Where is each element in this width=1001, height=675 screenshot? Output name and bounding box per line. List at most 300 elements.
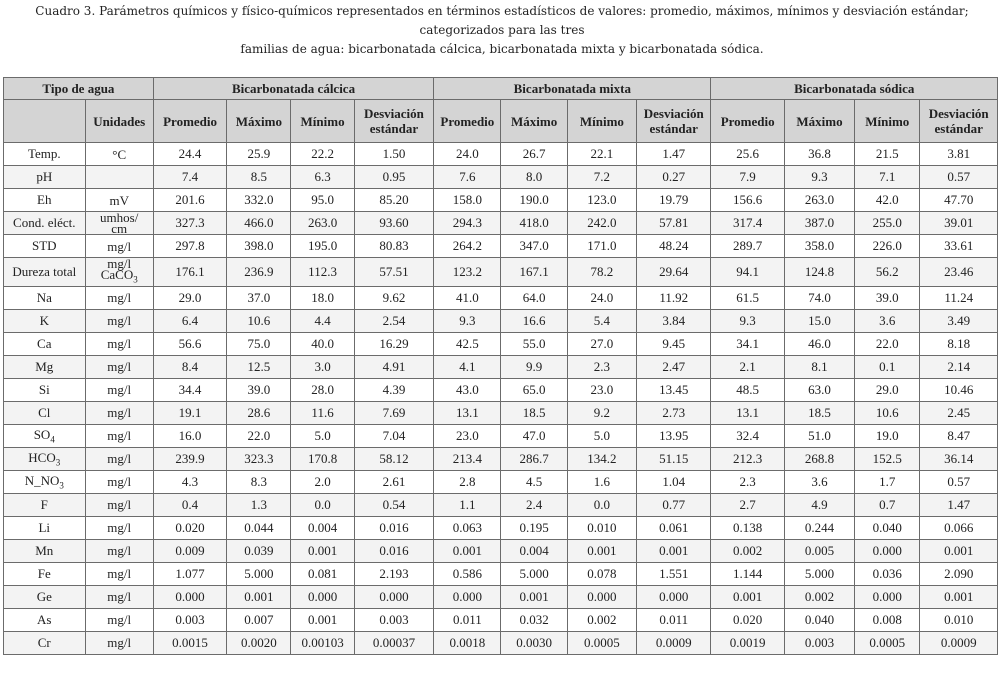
- value-cell: 0.0030: [501, 631, 567, 654]
- value-cell: 32.4: [711, 424, 784, 447]
- table-row: [4, 516, 998, 539]
- value-cell: 167.1: [501, 258, 567, 287]
- table-row: [4, 424, 998, 447]
- value-cell: 0.005: [784, 539, 854, 562]
- value-cell: 56.2: [855, 258, 920, 287]
- unit-cell: mg/l: [85, 447, 153, 470]
- unit-cell: mg/l: [85, 539, 153, 562]
- value-cell: 8.0: [501, 166, 567, 189]
- value-cell: 2.73: [637, 401, 711, 424]
- value-cell: 263.0: [291, 212, 354, 235]
- value-cell: 289.7: [711, 235, 784, 258]
- value-cell: 26.7: [501, 143, 567, 166]
- value-cell: 2.0: [291, 470, 354, 493]
- value-cell: 22.0: [227, 424, 291, 447]
- header-stat: Mínimo: [291, 100, 354, 143]
- param-cell: Cr: [4, 631, 86, 654]
- value-cell: 9.62: [354, 286, 434, 309]
- value-cell: 75.0: [227, 332, 291, 355]
- value-cell: 74.0: [784, 286, 854, 309]
- value-cell: 5.0: [291, 424, 354, 447]
- value-cell: 0.078: [567, 562, 636, 585]
- value-cell: 1.144: [711, 562, 784, 585]
- unit-cell: mg/l CaCO$_3$: [85, 258, 153, 287]
- param-cell: Cond. eléct.: [4, 212, 86, 235]
- value-cell: 9.2: [567, 401, 636, 424]
- value-cell: 3.49: [920, 309, 998, 332]
- unit-cell: mg/l: [85, 585, 153, 608]
- value-cell: 2.7: [711, 493, 784, 516]
- value-cell: 10.6: [855, 401, 920, 424]
- value-cell: 23.0: [434, 424, 501, 447]
- param-cell: $N\_NO_3$: [4, 470, 86, 493]
- value-cell: 13.45: [637, 378, 711, 401]
- value-cell: 0.586: [434, 562, 501, 585]
- value-cell: 0.0: [291, 493, 354, 516]
- value-cell: 51.15: [637, 447, 711, 470]
- value-cell: 1.551: [637, 562, 711, 585]
- value-cell: 29.0: [153, 286, 226, 309]
- value-cell: 61.5: [711, 286, 784, 309]
- table-row: [4, 355, 998, 378]
- value-cell: 0.007: [227, 608, 291, 631]
- value-cell: 0.000: [855, 539, 920, 562]
- value-cell: 2.193: [354, 562, 434, 585]
- value-cell: 0.002: [711, 539, 784, 562]
- param-cell: Mn: [4, 539, 86, 562]
- value-cell: 0.95: [354, 166, 434, 189]
- value-cell: 24.4: [153, 143, 226, 166]
- value-cell: 18.0: [291, 286, 354, 309]
- value-cell: 213.4: [434, 447, 501, 470]
- value-cell: 19.1: [153, 401, 226, 424]
- value-cell: 0.001: [711, 585, 784, 608]
- value-cell: 51.0: [784, 424, 854, 447]
- param-cell: F: [4, 493, 86, 516]
- value-cell: 0.020: [711, 608, 784, 631]
- value-cell: 4.1: [434, 355, 501, 378]
- param-cell: K: [4, 309, 86, 332]
- value-cell: 55.0: [501, 332, 567, 355]
- value-cell: 0.032: [501, 608, 567, 631]
- value-cell: 46.0: [784, 332, 854, 355]
- value-cell: 7.69: [354, 401, 434, 424]
- unit-cell: mg/l: [85, 424, 153, 447]
- value-cell: 0.009: [153, 539, 226, 562]
- value-cell: 93.60: [354, 212, 434, 235]
- value-cell: 1.6: [567, 470, 636, 493]
- value-cell: 9.3: [434, 309, 501, 332]
- value-cell: 8.4: [153, 355, 226, 378]
- value-cell: 0.001: [227, 585, 291, 608]
- value-cell: 29.0: [855, 378, 920, 401]
- value-cell: 5.0: [567, 424, 636, 447]
- value-cell: 387.0: [784, 212, 854, 235]
- table-row: [4, 286, 998, 309]
- value-cell: 3.6: [784, 470, 854, 493]
- value-cell: 0.001: [920, 585, 998, 608]
- value-cell: 7.6: [434, 166, 501, 189]
- value-cell: 58.12: [354, 447, 434, 470]
- value-cell: 8.5: [227, 166, 291, 189]
- value-cell: 226.0: [855, 235, 920, 258]
- unit-cell: mg/l: [85, 608, 153, 631]
- value-cell: 0.040: [784, 608, 854, 631]
- header-stat: Desviación estándar: [637, 100, 711, 143]
- value-cell: 0.0009: [637, 631, 711, 654]
- value-cell: 0.000: [637, 585, 711, 608]
- value-cell: 40.0: [291, 332, 354, 355]
- value-cell: 39.01: [920, 212, 998, 235]
- value-cell: 47.0: [501, 424, 567, 447]
- value-cell: 65.0: [501, 378, 567, 401]
- value-cell: 0.001: [501, 585, 567, 608]
- value-cell: 0.001: [567, 539, 636, 562]
- param-cell: Ge: [4, 585, 86, 608]
- value-cell: 2.1: [711, 355, 784, 378]
- value-cell: 0.27: [637, 166, 711, 189]
- header-stat: Mínimo: [567, 100, 636, 143]
- value-cell: 0.081: [291, 562, 354, 585]
- value-cell: 78.2: [567, 258, 636, 287]
- value-cell: 2.14: [920, 355, 998, 378]
- value-cell: 1.1: [434, 493, 501, 516]
- value-cell: 1.47: [637, 143, 711, 166]
- value-cell: 1.50: [354, 143, 434, 166]
- value-cell: 0.036: [855, 562, 920, 585]
- table-row: [4, 258, 998, 287]
- value-cell: 6.4: [153, 309, 226, 332]
- value-cell: 0.0019: [711, 631, 784, 654]
- param-cell: $SO_4$: [4, 424, 86, 447]
- value-cell: 7.04: [354, 424, 434, 447]
- unit-cell: mg/l: [85, 309, 153, 332]
- value-cell: 201.6: [153, 189, 226, 212]
- table-row: [4, 493, 998, 516]
- value-cell: 19.0: [855, 424, 920, 447]
- value-cell: 22.0: [855, 332, 920, 355]
- value-cell: 3.6: [855, 309, 920, 332]
- value-cell: 36.14: [920, 447, 998, 470]
- value-cell: 3.81: [920, 143, 998, 166]
- table-row: [4, 235, 998, 258]
- value-cell: 170.8: [291, 447, 354, 470]
- value-cell: 22.2: [291, 143, 354, 166]
- value-cell: 0.57: [920, 166, 998, 189]
- header-stat: Promedio: [711, 100, 784, 143]
- param-cell: STD: [4, 235, 86, 258]
- value-cell: 195.0: [291, 235, 354, 258]
- value-cell: 0.003: [784, 631, 854, 654]
- header-row-stats: [4, 100, 998, 143]
- table-row: [4, 309, 998, 332]
- value-cell: 27.0: [567, 332, 636, 355]
- table-caption: [22, 2, 982, 59]
- value-cell: 0.000: [567, 585, 636, 608]
- value-cell: 0.0: [567, 493, 636, 516]
- value-cell: 22.1: [567, 143, 636, 166]
- value-cell: 1.47: [920, 493, 998, 516]
- header-stat: Promedio: [153, 100, 226, 143]
- value-cell: 255.0: [855, 212, 920, 235]
- value-cell: 4.9: [784, 493, 854, 516]
- value-cell: 43.0: [434, 378, 501, 401]
- value-cell: 8.1: [784, 355, 854, 378]
- value-cell: 5.000: [784, 562, 854, 585]
- value-cell: 95.0: [291, 189, 354, 212]
- value-cell: 418.0: [501, 212, 567, 235]
- header-row-groups: [4, 78, 998, 100]
- value-cell: 21.5: [855, 143, 920, 166]
- value-cell: 23.46: [920, 258, 998, 287]
- header-units: Unidades: [85, 100, 153, 143]
- value-cell: 2.4: [501, 493, 567, 516]
- value-cell: 0.004: [501, 539, 567, 562]
- value-cell: 16.6: [501, 309, 567, 332]
- value-cell: 0.011: [637, 608, 711, 631]
- value-cell: 152.5: [855, 447, 920, 470]
- value-cell: 94.1: [711, 258, 784, 287]
- value-cell: 0.010: [567, 516, 636, 539]
- value-cell: 0.195: [501, 516, 567, 539]
- value-cell: 1.077: [153, 562, 226, 585]
- value-cell: 0.0020: [227, 631, 291, 654]
- value-cell: 4.4: [291, 309, 354, 332]
- value-cell: 1.04: [637, 470, 711, 493]
- value-cell: 42.5: [434, 332, 501, 355]
- value-cell: 57.81: [637, 212, 711, 235]
- unit-cell: mg/l: [85, 355, 153, 378]
- value-cell: 29.64: [637, 258, 711, 287]
- value-cell: 57.51: [354, 258, 434, 287]
- value-cell: 123.0: [567, 189, 636, 212]
- value-cell: 6.3: [291, 166, 354, 189]
- value-cell: 134.2: [567, 447, 636, 470]
- header-group-mixta: Bicarbonatada mixta: [434, 78, 711, 100]
- value-cell: 15.0: [784, 309, 854, 332]
- value-cell: 8.18: [920, 332, 998, 355]
- unit-cell: mg/l: [85, 235, 153, 258]
- value-cell: 0.016: [354, 516, 434, 539]
- value-cell: 33.61: [920, 235, 998, 258]
- value-cell: 0.039: [227, 539, 291, 562]
- table-row: [4, 212, 998, 235]
- unit-cell: [85, 166, 153, 189]
- value-cell: 0.138: [711, 516, 784, 539]
- value-cell: 85.20: [354, 189, 434, 212]
- table-row: [4, 447, 998, 470]
- table-row: [4, 401, 998, 424]
- table-row: [4, 378, 998, 401]
- value-cell: 2.61: [354, 470, 434, 493]
- value-cell: 5.000: [227, 562, 291, 585]
- value-cell: 25.6: [711, 143, 784, 166]
- value-cell: 25.9: [227, 143, 291, 166]
- value-cell: 286.7: [501, 447, 567, 470]
- value-cell: 34.4: [153, 378, 226, 401]
- value-cell: 0.1: [855, 355, 920, 378]
- value-cell: 323.3: [227, 447, 291, 470]
- value-cell: 18.5: [784, 401, 854, 424]
- unit-cell: mV: [85, 189, 153, 212]
- header-stat: Mínimo: [855, 100, 920, 143]
- value-cell: 0.7: [855, 493, 920, 516]
- value-cell: 18.5: [501, 401, 567, 424]
- value-cell: 41.0: [434, 286, 501, 309]
- value-cell: 4.39: [354, 378, 434, 401]
- value-cell: 0.000: [153, 585, 226, 608]
- header-stat: Promedio: [434, 100, 501, 143]
- value-cell: 332.0: [227, 189, 291, 212]
- value-cell: 11.6: [291, 401, 354, 424]
- value-cell: 0.001: [291, 608, 354, 631]
- value-cell: 294.3: [434, 212, 501, 235]
- value-cell: 398.0: [227, 235, 291, 258]
- value-cell: 28.6: [227, 401, 291, 424]
- unit-cell: mg/l: [85, 562, 153, 585]
- caption-line-1: Cuadro 3. Parámetros químicos y físico-químicos representados en términos estadísticos de valores: promedio, máximos, mínimos y desviación estándar; categorizados para las tres: [35, 4, 969, 37]
- value-cell: 47.70: [920, 189, 998, 212]
- value-cell: 297.8: [153, 235, 226, 258]
- header-stat: Máximo: [501, 100, 567, 143]
- value-cell: 48.24: [637, 235, 711, 258]
- value-cell: 36.8: [784, 143, 854, 166]
- value-cell: 171.0: [567, 235, 636, 258]
- value-cell: 158.0: [434, 189, 501, 212]
- chemistry-table: [3, 77, 998, 655]
- value-cell: 11.24: [920, 286, 998, 309]
- value-cell: 39.0: [227, 378, 291, 401]
- unit-cell: mg/l: [85, 493, 153, 516]
- value-cell: 0.00103: [291, 631, 354, 654]
- value-cell: 1.3: [227, 493, 291, 516]
- value-cell: 13.95: [637, 424, 711, 447]
- value-cell: 0.000: [354, 585, 434, 608]
- value-cell: 3.84: [637, 309, 711, 332]
- value-cell: 0.044: [227, 516, 291, 539]
- header-group-calcica: Bicarbonatada cálcica: [153, 78, 433, 100]
- value-cell: 48.5: [711, 378, 784, 401]
- value-cell: 2.47: [637, 355, 711, 378]
- value-cell: 8.3: [227, 470, 291, 493]
- table-header: [4, 78, 998, 143]
- value-cell: 24.0: [567, 286, 636, 309]
- value-cell: 12.5: [227, 355, 291, 378]
- value-cell: 39.0: [855, 286, 920, 309]
- value-cell: 0.008: [855, 608, 920, 631]
- value-cell: 190.0: [501, 189, 567, 212]
- value-cell: 10.46: [920, 378, 998, 401]
- caption-line-2: familias de agua: bicarbonatada cálcica, bicarbonatada mixta y bicarbonatada sódica.: [240, 42, 764, 56]
- value-cell: 0.000: [855, 585, 920, 608]
- value-cell: 263.0: [784, 189, 854, 212]
- header-stat: Desviación estándar: [920, 100, 998, 143]
- value-cell: 9.3: [711, 309, 784, 332]
- value-cell: 8.47: [920, 424, 998, 447]
- value-cell: 63.0: [784, 378, 854, 401]
- value-cell: 64.0: [501, 286, 567, 309]
- value-cell: 268.8: [784, 447, 854, 470]
- value-cell: 0.0005: [855, 631, 920, 654]
- value-cell: 24.0: [434, 143, 501, 166]
- header-stat: Máximo: [227, 100, 291, 143]
- param-cell: As: [4, 608, 86, 631]
- value-cell: 7.2: [567, 166, 636, 189]
- value-cell: 0.002: [784, 585, 854, 608]
- value-cell: 16.29: [354, 332, 434, 355]
- unit-cell: °C: [85, 143, 153, 166]
- value-cell: 239.9: [153, 447, 226, 470]
- value-cell: 123.2: [434, 258, 501, 287]
- value-cell: 11.92: [637, 286, 711, 309]
- value-cell: 0.016: [354, 539, 434, 562]
- value-cell: 0.001: [637, 539, 711, 562]
- header-water-type: Tipo de agua: [4, 78, 154, 100]
- value-cell: 37.0: [227, 286, 291, 309]
- value-cell: 2.54: [354, 309, 434, 332]
- param-cell: Cl: [4, 401, 86, 424]
- value-cell: 2.45: [920, 401, 998, 424]
- param-cell: Li: [4, 516, 86, 539]
- value-cell: 0.001: [920, 539, 998, 562]
- value-cell: 0.001: [291, 539, 354, 562]
- table-row: [4, 189, 998, 212]
- value-cell: 10.6: [227, 309, 291, 332]
- unit-cell: mg/l: [85, 401, 153, 424]
- value-cell: 13.1: [434, 401, 501, 424]
- value-cell: 176.1: [153, 258, 226, 287]
- param-cell: Eh: [4, 189, 86, 212]
- value-cell: 4.5: [501, 470, 567, 493]
- table-body: [4, 143, 998, 655]
- value-cell: 112.3: [291, 258, 354, 287]
- table-row: [4, 562, 998, 585]
- value-cell: 9.45: [637, 332, 711, 355]
- param-cell: Fe: [4, 562, 86, 585]
- value-cell: 19.79: [637, 189, 711, 212]
- value-cell: 4.91: [354, 355, 434, 378]
- table-row: [4, 539, 998, 562]
- value-cell: 13.1: [711, 401, 784, 424]
- value-cell: 4.3: [153, 470, 226, 493]
- value-cell: 0.0018: [434, 631, 501, 654]
- value-cell: 0.020: [153, 516, 226, 539]
- value-cell: 7.4: [153, 166, 226, 189]
- value-cell: 1.7: [855, 470, 920, 493]
- value-cell: 0.0009: [920, 631, 998, 654]
- value-cell: 0.010: [920, 608, 998, 631]
- value-cell: 242.0: [567, 212, 636, 235]
- value-cell: 0.002: [567, 608, 636, 631]
- param-cell: Ca: [4, 332, 86, 355]
- value-cell: 2.3: [711, 470, 784, 493]
- value-cell: 0.001: [434, 539, 501, 562]
- value-cell: 0.0015: [153, 631, 226, 654]
- value-cell: 0.77: [637, 493, 711, 516]
- table-row: [4, 608, 998, 631]
- value-cell: 2.8: [434, 470, 501, 493]
- unit-cell: mg/l: [85, 332, 153, 355]
- unit-cell: umhos/ cm: [85, 212, 153, 235]
- value-cell: 0.244: [784, 516, 854, 539]
- value-cell: 347.0: [501, 235, 567, 258]
- value-cell: 80.83: [354, 235, 434, 258]
- value-cell: 0.0005: [567, 631, 636, 654]
- value-cell: 5.000: [501, 562, 567, 585]
- header-blank: [4, 100, 86, 143]
- param-cell: $HCO_3$: [4, 447, 86, 470]
- param-cell: Mg: [4, 355, 86, 378]
